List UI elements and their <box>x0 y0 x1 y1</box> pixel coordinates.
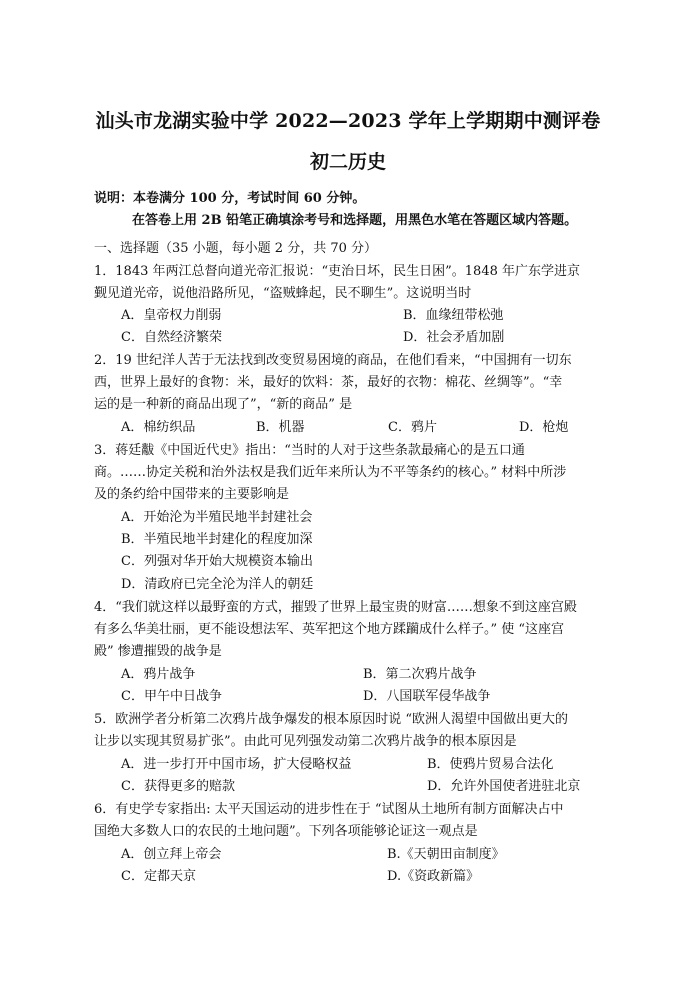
question-2-option-b: B．机器 <box>256 420 305 435</box>
question-1-option-d: D．社会矛盾加剧 <box>403 330 505 345</box>
question-4-option-d: D．八国联军侵华战争 <box>363 689 491 704</box>
question-3-line-1: 3．蒋廷黻《中国近代史》指出：“当时的人对于这些条款最痛心的是五口通 <box>94 443 525 458</box>
question-3-option-c: C．列强对华开始大规模资本输出 <box>121 554 313 569</box>
question-5-option-a: A．进一步打开中国市场，扩大侵略权益 <box>121 757 352 772</box>
question-3-option-a: A．开始沦为半殖民地半封建社会 <box>121 510 313 525</box>
question-6-option-c: C．定都天京 <box>121 869 196 884</box>
instructions-line-1: 说明：本卷满分 100 分，考试时间 60 分钟。 <box>94 191 366 206</box>
question-3-line-2: 商。……协定关税和治外法权是我们近年来所认为不平等条约的核心。” 材料中所涉 <box>94 465 567 480</box>
question-5-option-b: B．使鸦片贸易合法化 <box>427 757 554 772</box>
question-4-option-c: C．甲午中日战争 <box>121 689 222 704</box>
page-subtitle: 初二历史 <box>309 151 386 173</box>
page-title: 汕头市龙湖实验中学 2022—2023 学年上学期期中测评卷 <box>95 110 601 132</box>
question-1-option-b: B．血缘纽带松弛 <box>403 308 504 323</box>
question-3-option-d: D．清政府已完全沦为洋人的朝廷 <box>121 577 314 592</box>
section-heading: 一、选择题（35 小题，每小题 2 分，共 70 分） <box>94 241 378 256</box>
question-2-line-3: 运的是一种新的商品出现了”，“新的商品” 是 <box>94 397 353 412</box>
question-6-line-1: 6．有史学专家指出: 太平天国运动的进步性在于 “试图从土地所有制方面解决占中 <box>94 802 564 817</box>
question-4-line-1: 4．“我们就这样以最野蛮的方式，摧毁了世界上最宝贵的财富……想象不到这座宫殿 <box>94 600 577 615</box>
question-5-option-d: D．允许外国使者进驻北京 <box>427 779 581 794</box>
question-6-option-a: A．创立拜上帝会 <box>121 847 222 862</box>
question-2-line-1: 2．19 世纪洋人苦于无法找到改变贸易困境的商品，在他们看来，“中国拥有一切东 <box>94 353 572 368</box>
question-5-line-2: 让步以实现其贸易扩张”。由此可见列强发动第二次鸦片战争的根本原因是 <box>94 734 517 749</box>
question-6-line-2: 国绝大多数人口的农民的土地问题”。下列各项能够论证这一观点是 <box>94 824 478 839</box>
question-4-line-3: 殿” 惨遭摧毁的战争是 <box>94 644 222 659</box>
question-2-line-2: 西，世界上最好的食物：米，最好的饮料：茶，最好的衣物：棉花、丝绸等”。“幸 <box>94 375 563 390</box>
question-6-option-b: B.《天朝田亩制度》 <box>387 847 505 862</box>
question-3-option-b: B．半殖民地半封建化的程度加深 <box>121 532 313 547</box>
question-4-option-a: A．鸦片战争 <box>121 667 196 682</box>
question-1-line-1: 1．1843 年两江总督向道光帝汇报说：“吏治日坏，民生日困”。1848 年广东学进京 <box>94 264 580 279</box>
question-4-option-b: B．第二次鸦片战争 <box>363 667 477 682</box>
question-2-option-c: C．鸦片 <box>388 420 437 435</box>
question-5-line-1: 5．欧洲学者分析第二次鸦片战争爆发的根本原因时说 “欧洲人渴望中国做出更大的 <box>94 712 569 727</box>
question-6-option-d: D.《资政新篇》 <box>387 869 480 884</box>
question-2-option-d: D．枪炮 <box>519 420 569 435</box>
question-1-line-2: 觐见道光帝，说他沿路所见，“盗贼蜂起，民不聊生”。这说明当时 <box>94 286 472 301</box>
question-5-option-c: C．获得更多的赔款 <box>121 779 235 794</box>
question-1-option-c: C．自然经济繁荣 <box>121 330 222 345</box>
question-1-option-a: A．皇帝权力削弱 <box>121 308 222 323</box>
question-2-option-a: A．棉纺织品 <box>121 420 196 435</box>
instructions-line-2: 在答卷上用 2B 铅笔正确填涂考号和选择题，用黑色水笔在答题区域内答题。 <box>132 213 578 228</box>
question-4-line-2: 有多么华美壮丽，更不能设想法军、英军把这个地方蹂躏成什么样子。” 使 “这座宫 <box>94 622 565 637</box>
question-3-line-3: 及的条约给中国带来的主要影响是 <box>94 487 290 502</box>
